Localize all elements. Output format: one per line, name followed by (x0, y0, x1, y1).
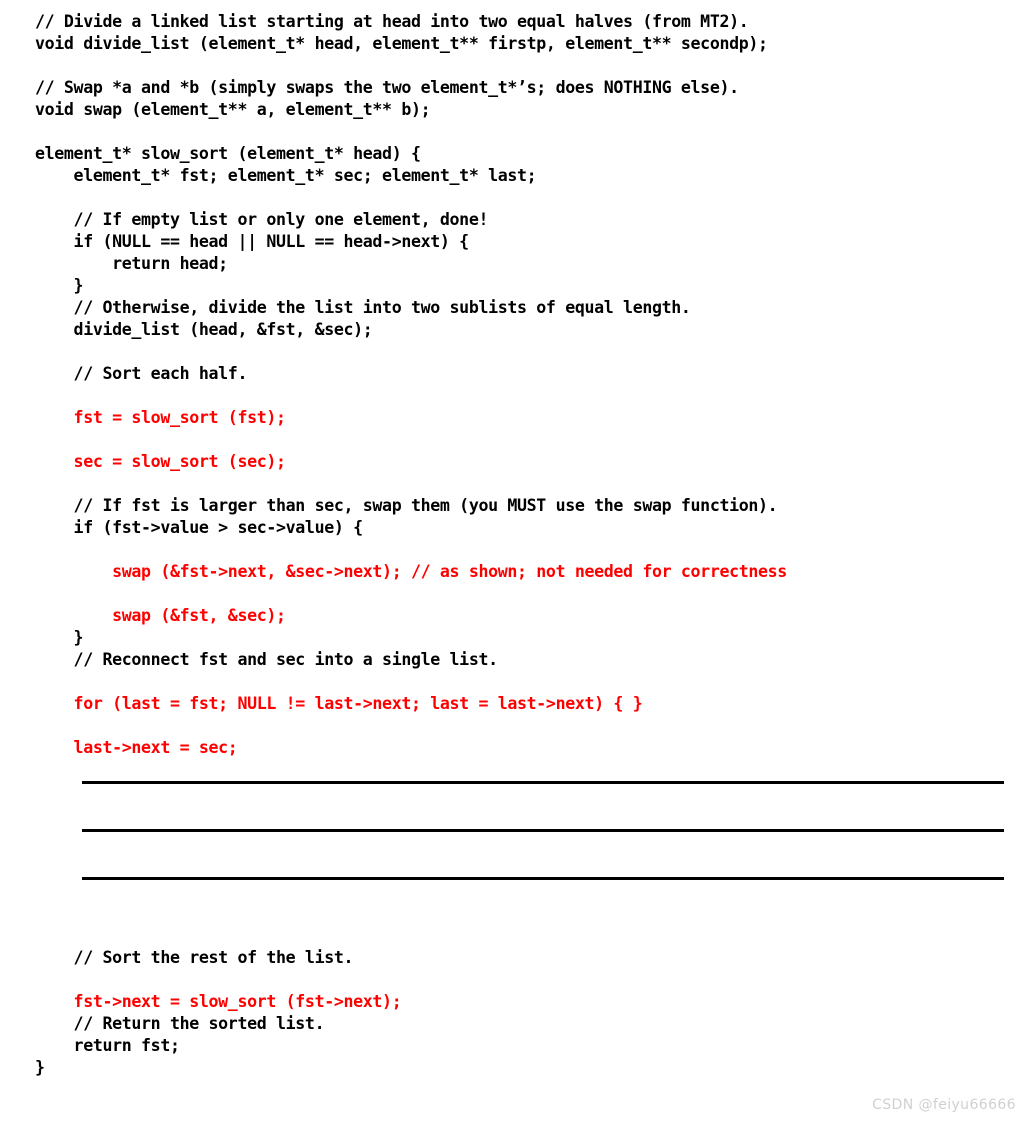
code-line-blank (0, 187, 1030, 209)
code-line: // Return the sorted list. (35, 1014, 325, 1033)
code-line: } (35, 276, 84, 295)
code-line: void divide_list (element_t* head, element_t** firstp, element_t** secondp); (35, 34, 768, 53)
code-line-blank (0, 121, 1030, 143)
code-line-blank (0, 715, 1030, 737)
code-line: // Swap *a and *b (simply swaps the two element_t*’s; does NOTHING else). (35, 78, 739, 97)
code-line: for (last = fst; NULL != last->next; last = last->next) { } (35, 694, 643, 713)
code-line: divide_list (head, &fst, &sec); (35, 320, 373, 339)
code-line: return head; (35, 254, 228, 273)
horizontal-rule-row (0, 829, 1030, 877)
code-line: sec = slow_sort (sec); (35, 452, 286, 471)
horizontal-rule (82, 829, 1004, 832)
code-line-blank (0, 341, 1030, 363)
code-line: // Divide a linked list starting at head into two equal halves (from MT2). (35, 12, 749, 31)
code-line: // Sort the rest of the list. (35, 948, 354, 967)
code-line: swap (&fst->next, &sec->next); // as shown; not needed for correctness (35, 562, 787, 581)
code-line: // If empty list or only one element, done! (35, 210, 489, 229)
code-line: if (fst->value > sec->value) { (35, 518, 363, 537)
code-line: // If fst is larger than sec, swap them (you MUST use the swap function). (35, 496, 778, 515)
code-line-blank (0, 539, 1030, 561)
code-line-blank (0, 55, 1030, 77)
code-line: } (35, 628, 84, 647)
code-line-blank (0, 385, 1030, 407)
code-line-blank (0, 925, 1030, 947)
watermark-label: CSDN @feiyu66666 (872, 1097, 1016, 1113)
code-line-blank (0, 671, 1030, 693)
horizontal-rule (82, 781, 1004, 784)
code-line-blank (0, 583, 1030, 605)
code-line: // Reconnect fst and sec into a single list. (35, 650, 498, 669)
code-line-blank (0, 473, 1030, 495)
horizontal-rule-row (0, 877, 1030, 925)
horizontal-rule-row (0, 781, 1030, 829)
code-line-blank (0, 429, 1030, 451)
code-line: return fst; (35, 1036, 180, 1055)
code-line-blank (0, 969, 1030, 991)
code-line: // Sort each half. (35, 364, 248, 383)
code-line: fst = slow_sort (fst); (35, 408, 286, 427)
code-line: if (NULL == head || NULL == head->next) { (35, 232, 469, 251)
code-line: swap (&fst, &sec); (35, 606, 286, 625)
code-line: } (35, 1058, 45, 1077)
code-line: fst->next = slow_sort (fst->next); (35, 992, 402, 1011)
code-line: // Otherwise, divide the list into two sublists of equal length. (35, 298, 691, 317)
code-line: element_t* slow_sort (element_t* head) { (35, 144, 421, 163)
code-line: element_t* fst; element_t* sec; element_t* last; (35, 166, 537, 185)
code-line: last->next = sec; (35, 738, 238, 757)
code-line-blank (0, 759, 1030, 781)
horizontal-rule (82, 877, 1004, 880)
code-line: void swap (element_t** a, element_t** b); (35, 100, 431, 119)
